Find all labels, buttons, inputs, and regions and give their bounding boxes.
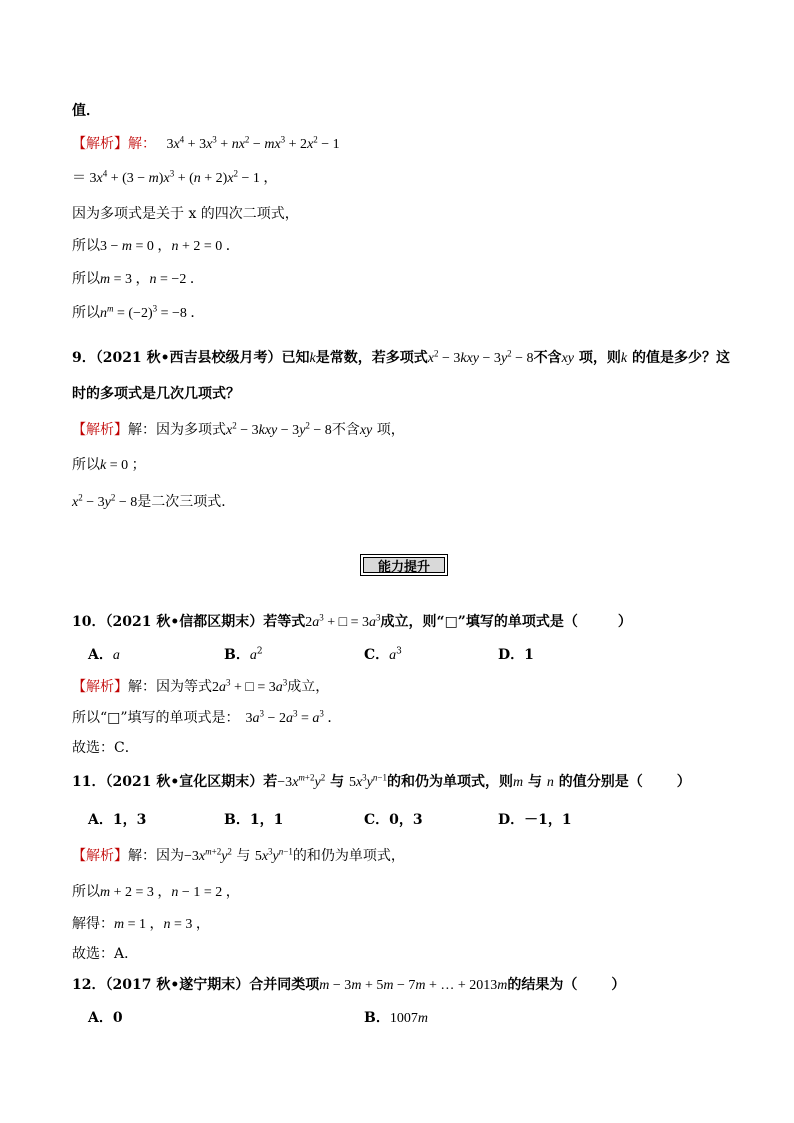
option-d[interactable]: D．1	[498, 647, 534, 663]
options-row	[88, 645, 728, 665]
text-line: 因为多项式是关于 x 的四次二项式，	[72, 206, 299, 222]
analysis-line: 【解析】解：因为等式$2a^3$ + □ = $3a^3$成立，	[72, 677, 330, 695]
question-10: 10．（2021 秋•信都区期末）若等式$2a^3$ + □ = $3a^3$成立，则“□”填写的单项式是（ ）	[72, 612, 632, 630]
option-d[interactable]: D．－1，1	[498, 812, 572, 828]
text-line: 故选：C．	[72, 740, 139, 756]
analysis-line: 【解析】解：因为$-3x^{m+2}y^2$ 与 $5x^3y^{n-1}$的和仍为单项式，	[72, 846, 405, 864]
options-row	[88, 1008, 728, 1028]
option-a[interactable]: A．1，3	[88, 812, 147, 828]
option-b[interactable]: B．$a^2$	[224, 646, 263, 663]
question-11: 11．（2021 秋•宣化区期末）若$-3x^{m+2}y^2$ 与 $5x^3y^{n-1}$的和仍为单项式，则m 与 n 的值分别是（ ）	[72, 772, 691, 790]
options-row	[88, 810, 728, 830]
option-a[interactable]: A．0	[88, 1010, 123, 1026]
text-line: 所以k = 0 ；	[72, 457, 146, 473]
text-line: ＝ $3x^4 + (3 - m)x^3 + (n + 2)x^2 - 1$ ，	[72, 168, 278, 186]
section-banner: 能力提升	[360, 554, 448, 576]
text-line: 所以$n^m = (-2)^3 = -8$ ．	[72, 303, 205, 321]
text-line: 所以m = 3 ，n = −2 ．	[72, 271, 204, 287]
option-c[interactable]: C．0，3	[364, 812, 423, 828]
text-line: 故选：A．	[72, 946, 139, 962]
question-12: 12．（2017 秋•遂宁期末）合并同类项m − 3m + 5m − 7m + … + 2013m的结果为（ ）	[72, 977, 626, 993]
text-line: 所以3 − m = 0 ，n + 2 = 0 ．	[72, 238, 240, 254]
question-9: 9．（2021 秋•西吉县校级月考）已知k是常数，若多项式$x^2 - 3kxy - 3y^2 - 8$不含xy 项，则k 的值是多少？这	[72, 348, 730, 366]
analysis-line: 【解析】解： $3x^4 + 3x^3 + nx^2 - mx^3 + 2x^2 - 1$	[72, 134, 340, 152]
analysis-line: 【解析】解：因为多项式$x^2 - 3kxy - 3y^2 - 8$不含xy 项，	[72, 420, 405, 438]
option-b[interactable]: B．1007m	[364, 1010, 428, 1026]
text-line: 解得：m = 1 ，n = 3 ，	[72, 916, 210, 932]
text-line: $x^2 - 3y^2 - 8$是二次三项式．	[72, 492, 236, 510]
question-9-line2: 时的多项式是几次几项式？	[72, 386, 240, 402]
option-a[interactable]: A．a	[88, 647, 120, 663]
text-line: 所以m + 2 = 3 ，n − 1 = 2 ，	[72, 884, 240, 900]
option-c[interactable]: C．$a^3$	[364, 646, 402, 663]
text-line: 所以“□”填写的单项式是： $3a^3 - 2a^3 = a^3$ ．	[72, 708, 342, 726]
text-line: 值．	[72, 103, 100, 119]
option-b[interactable]: B．1，1	[224, 812, 284, 828]
